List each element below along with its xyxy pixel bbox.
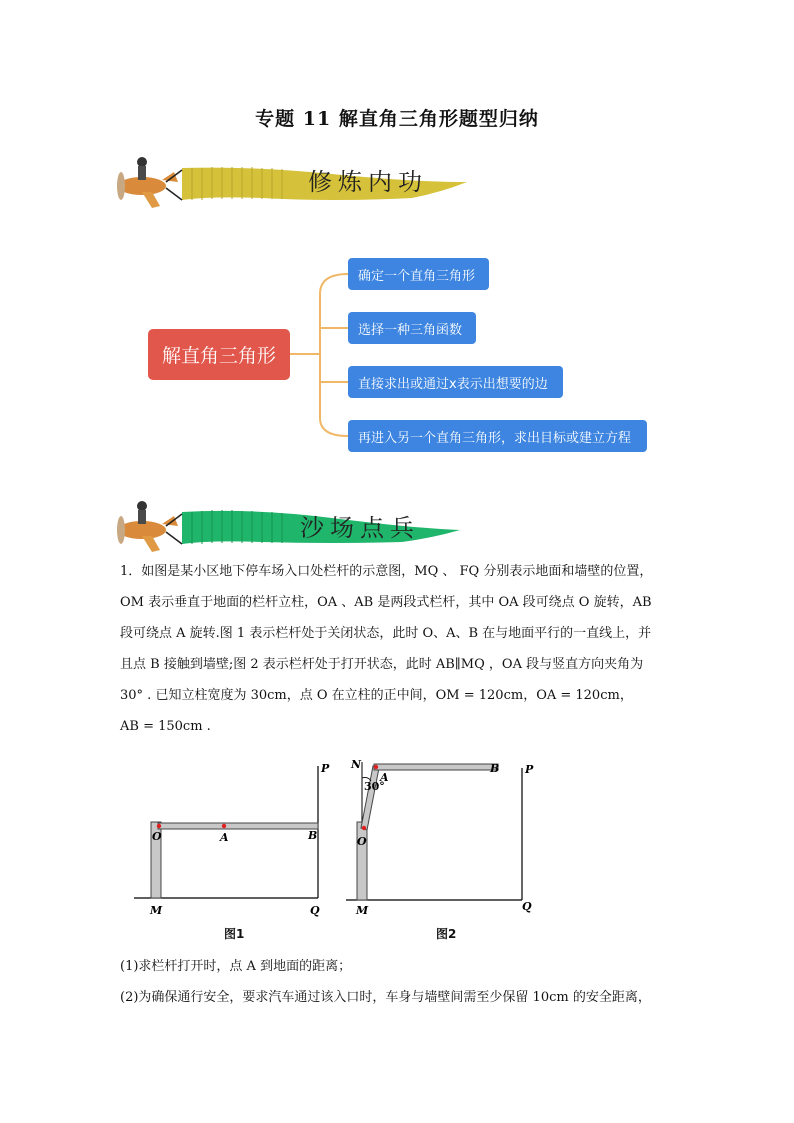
mindmap-node: 直接求出或通过x表示出想要的边 — [348, 366, 563, 398]
figure-1-diagram — [128, 758, 328, 918]
question-line: 1．如图是某小区地下停车场入口处栏杆的示意图，MQ 、 FQ 分别表示地面和墙壁的位置， — [120, 564, 653, 579]
section-banner-training — [112, 148, 482, 212]
question-line: 段可绕点 A 旋转.图 1 表示栏杆处于关闭状态，此时 O、A、B 在与地面平行的一直线上，并 — [120, 626, 652, 641]
section-banner-practice — [112, 492, 482, 556]
fig1-label-P: P — [321, 762, 330, 775]
fig2-label-A: A — [380, 771, 389, 784]
question-line: 30° . 已知立柱宽度为 30cm，点 O 在立柱的正中间，OM = 120cm，OA = 120cm， — [120, 688, 633, 703]
section-label: 沙场点兵 — [300, 514, 420, 542]
fig1-label-A: A — [220, 831, 229, 844]
fig2-label-angle: 30° — [364, 780, 385, 793]
figure-1-caption: 图1 — [224, 927, 245, 941]
question-line: 且点 B 接触到墙壁;图 2 表示栏杆处于打开状态，此时 AB∥MQ ，OA 段与竖直方向夹角为 — [120, 657, 644, 672]
fig2-label-Q: Q — [522, 900, 532, 913]
question-1 — [120, 556, 680, 742]
fig1-label-B: B — [308, 829, 318, 842]
sub-question-2: (2)为确保通行安全，要求汽车通过该入口时，车身与墙壁间需至少保留 10cm 的安全距离， — [120, 990, 651, 1005]
figure-2-caption: 图2 — [436, 927, 457, 941]
fig2-label-O: O — [357, 835, 367, 848]
section-label: 修炼内功 — [308, 168, 428, 196]
fig2-label-B: B — [490, 762, 500, 775]
figure-2-diagram — [340, 754, 540, 917]
mindmap-root: 解直角三角形 — [148, 329, 290, 380]
airplane-banner-icon — [112, 492, 482, 556]
fig2-label-P: P — [525, 763, 534, 776]
mindmap-node: 选择一种三角函数 — [348, 312, 476, 344]
fig1-label-Q: Q — [310, 904, 320, 917]
fig2-label-M: M — [356, 904, 369, 917]
question-line: OM 表示垂直于地面的栏杆立柱，OA 、AB 是两段式栏杆，其中 OA 段可绕点 O 旋转，AB — [120, 595, 652, 610]
mindmap-node: 再进入另一个直角三角形，求出目标或建立方程 — [348, 420, 647, 452]
fig2-label-N: N — [351, 758, 362, 771]
sub-question-1: (1)求栏杆打开时，点 A 到地面的距离； — [120, 959, 352, 974]
fig1-label-M: M — [150, 904, 163, 917]
fig1-label-O: O — [152, 830, 162, 843]
mindmap-node: 确定一个直角三角形 — [348, 258, 489, 290]
page-title: 专题 11 解直角三角形题型归纳 — [255, 108, 539, 130]
question-line: AB = 150cm . — [120, 719, 211, 734]
